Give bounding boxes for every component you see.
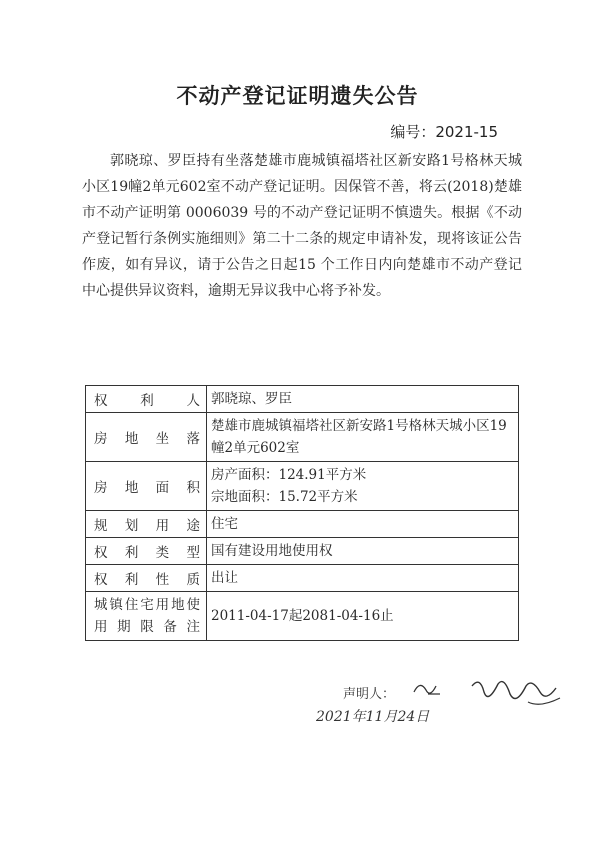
row-label-term-remarks: 城镇住宅用地使用期限备注 [86,592,207,641]
announcement-body: 郭晓琼、罗臣持有坐落楚雄市鹿城镇福塔社区新安路1号格林天城小区19幢2单元602室不动产登记证明。因保管不善，将云(2018)楚雄市不动产证明第 0006039 号的不动产登记证明不慎遗失。根据《不动产登记暂行条例实施细则》第二十二条的规定申请补发，现将该证公告作废，如有异议，请于公告之日起15 个工作日内向楚雄市不动产登记中心提供异议资料，逾期无异议我中心将予补发。 [82,153,522,299]
row-value-rights-nature: 出让 [207,565,519,592]
row-label-planned-use: 规划用途 [86,511,207,538]
row-value-planned-use: 住宅 [207,511,519,538]
property-info-table [85,385,519,641]
row-value-area [207,462,519,511]
building-area: 房产面积：124.91平方米 [211,467,367,483]
declaration-date: 2021年11月24日 [316,709,430,725]
table-row [86,413,519,462]
document-number: 编号：2021-15 [390,123,498,141]
row-label-area: 房地面积 [86,462,207,511]
page-title: 不动产登记证明遗失公告 [176,84,419,108]
row-value-rights-type: 国有建设用地使用权 [207,538,519,565]
table-row [86,538,519,565]
row-label-location: 房地坐落 [86,413,207,462]
row-value-term: 2011-04-17起2081-04-16止 [207,592,519,641]
land-area: 宗地面积：15.72平方米 [211,489,358,505]
table-row [86,565,519,592]
handwritten-signature [410,672,570,712]
row-value-rights-holder: 郭晓琼、罗臣 [207,386,519,413]
table-row [86,511,519,538]
declarant-label: 声明人： [343,687,396,702]
row-label-rights-nature: 权利性质 [86,565,207,592]
row-label-rights-holder: 权利人 [86,386,207,413]
table-row [86,592,519,641]
table-row [86,462,519,511]
table-row [86,386,519,413]
row-label-rights-type: 权利类型 [86,538,207,565]
row-value-location: 楚雄市鹿城镇福塔社区新安路1号格林天城小区19幢2单元602室 [207,413,519,462]
